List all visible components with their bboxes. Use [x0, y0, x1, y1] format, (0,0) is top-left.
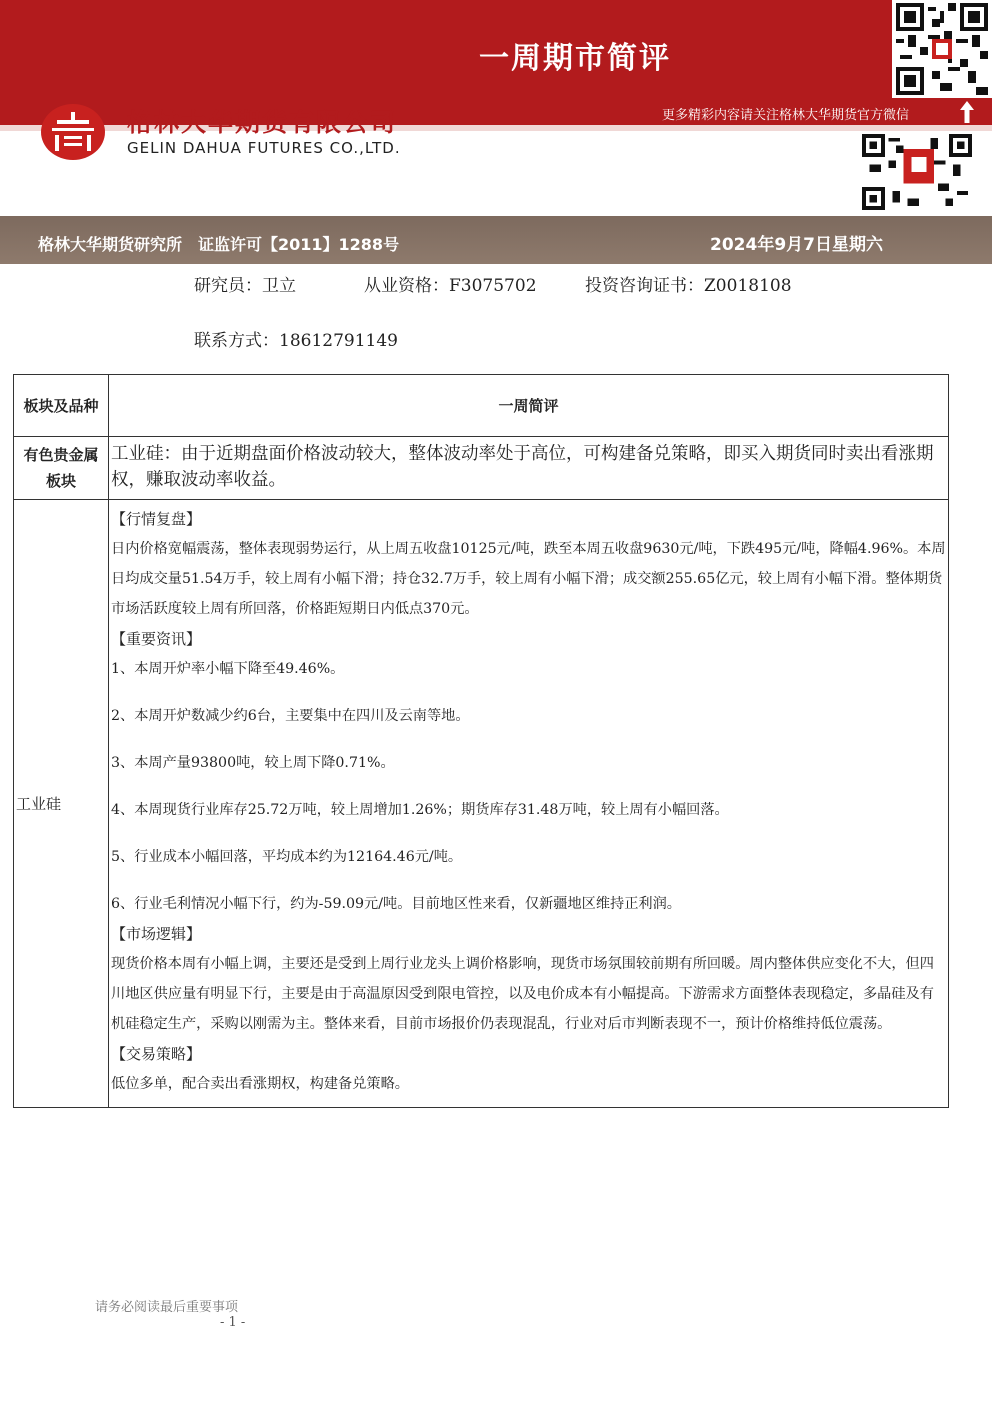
researcher-name: 研究员：卫立 — [194, 276, 296, 296]
section-title-market-logic: 【市场逻辑】 — [111, 925, 202, 943]
section-title-market-review: 【行情复盘】 — [111, 510, 202, 528]
sector-summary: 工业硅：由于近期盘面价格波动较大，整体波动率处于高位，可构建备兑策略，即买入期货同时卖出看涨期权，赚取波动率收益。 — [109, 437, 949, 500]
qr-code-icon — [896, 3, 988, 95]
news-item: 1、本周开炉率小幅下降至49.46%。 — [111, 661, 345, 677]
section-title-key-news: 【重要资讯】 — [111, 630, 202, 648]
company-name-cn: 格林大华期货有限公司 — [127, 108, 398, 137]
market-review-text: 日内价格宽幅震荡，整体表现弱势运行，从上周五收盘10125元/吨，跌至本周五收盘9630元/吨，下跌495元/吨，降幅4.96%。本周日均成交量51.54万手，较上周有小幅下滑；持仓32.7万手，较上周有小幅下滑；成交额255.65亿元，较上周有小幅下滑。整体期货市场活跃度较上周有所回落，价格距短期日内低点370元。 — [111, 541, 946, 617]
column-header-review: 一周简评 — [109, 375, 949, 437]
table-row-sector — [14, 437, 949, 500]
market-logic-text: 现货价格本周有小幅上调，主要还是受到上周行业龙头上调价格影响，现货市场氛围较前期有所回暖。周内整体供应变化不大，但四川地区供应量有明显下行，主要是由于高温原因受到限电管控，以及电价成本有小幅提高。下游需求方面整体表现稳定，多晶硅及有机硅稳定生产，采购以刚需为主。整体来看，目前市场报价仍表现混乱，行业对后市判断表现不一，预计价格维持低位震荡。 — [111, 956, 934, 1032]
institute-license: 格林大华期货研究所 证监许可【2011】1288号 — [38, 235, 400, 254]
company-name-en: GELIN DAHUA FUTURES CO.,LTD. — [127, 139, 401, 157]
news-item: 6、行业毛利情况小幅下行，约为-59.09元/吨。目前地区性来看，仅新疆地区维持正利润。 — [111, 896, 681, 912]
news-item: 4、本周现货行业库存25.72万吨，较上周增加1.26%；期货库存31.48万吨，较上周有小幅回落。 — [111, 802, 729, 818]
column-header-sector: 板块及品种 — [14, 375, 109, 437]
page-number: - 1 - — [220, 1315, 246, 1330]
up-arrow-icon — [959, 100, 975, 124]
company-logo-icon — [40, 103, 106, 161]
review-table — [13, 374, 949, 1108]
product-name: 工业硅 — [14, 500, 109, 1108]
report-date: 2024年9月7日星期六 — [710, 235, 883, 255]
news-item: 5、行业成本小幅回落，平均成本约为12164.46元/吨。 — [111, 849, 463, 865]
qr-code-icon — [862, 134, 972, 210]
product-review — [109, 500, 949, 1108]
news-item: 3、本周产量93800吨，较上周下降0.71%。 — [111, 755, 395, 771]
disclaimer-note: 请务必阅读最后重要事项 — [95, 1300, 239, 1315]
table-header-row — [14, 375, 949, 437]
consulting-certificate: 投资咨询证书：Z0018108 — [585, 276, 792, 296]
trading-strategy-text: 低位多单，配合卖出看涨期权，构建备兑策略。 — [111, 1076, 409, 1092]
news-item: 2、本周开炉数减少约6台，主要集中在四川及云南等地。 — [111, 708, 470, 724]
wechat-follow-text: 更多精彩内容请关注格林大华期货官方微信 — [662, 108, 910, 123]
sector-name: 有色贵金属板块 — [14, 437, 109, 500]
contact-info: 联系方式：18612791149 — [194, 331, 398, 351]
table-row-product — [14, 500, 949, 1108]
document-title: 一周期市简评 — [479, 41, 671, 76]
wechat-follow-note — [662, 104, 972, 124]
researcher-qualification: 从业资格：F3075702 — [364, 276, 537, 296]
qr-code-middle — [862, 134, 972, 210]
section-title-trading-strategy: 【交易策略】 — [111, 1045, 202, 1063]
qr-code-top — [892, 0, 992, 98]
